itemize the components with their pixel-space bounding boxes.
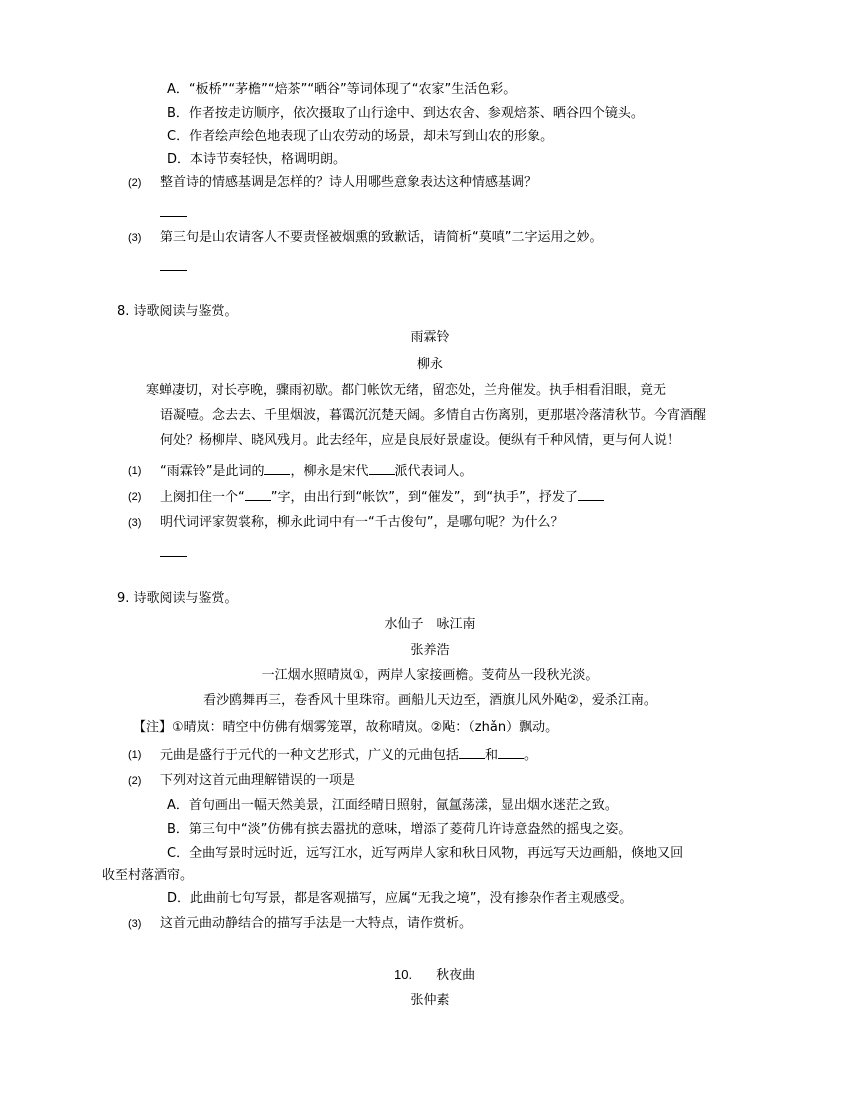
option-text: 本诗节奏轻快，格调明朗。 <box>190 152 347 167</box>
option-letter: C． <box>167 129 190 144</box>
q8-sub2 <box>160 488 604 507</box>
q10-heading <box>394 966 475 985</box>
option-text: “板桥”“茅檐”“焙茶”“晒谷”等词体现了“农家”生活色彩。 <box>188 82 517 97</box>
q9-option-b <box>167 821 631 839</box>
q8-sub3-number: (3) <box>128 517 142 529</box>
q7-sub2-text: 整首诗的情感基调是怎样的？诗人用哪些意象表达这种情感基调？ <box>160 175 538 190</box>
q8-poem-author: 柳永 <box>416 357 443 372</box>
q9-heading: 9. 诗歌阅读与鉴赏。 <box>117 591 238 606</box>
poem-title: 秋夜曲 <box>436 968 476 983</box>
q8-body-line-2: 语凝噎。念去去、千里烟波，暮霭沉沉楚天阔。多情自古伤离别，更那堪冷落清秋节。今宵酒醒 <box>160 408 707 423</box>
option-text: 作者按走访顺序，依次摄取了山行途中、到达农舍、参观焙茶、晒谷四个镜头。 <box>188 106 644 121</box>
question-text: 元曲是盛行于元代的一种文艺形式，广义的元曲包括 <box>160 748 460 763</box>
option-letter: A． <box>167 82 189 97</box>
answer-blank[interactable] <box>578 488 604 501</box>
option-text: 此曲前七句写景，都是客观描写，应属“无我之境”，没有掺杂作者主观感受。 <box>190 891 633 906</box>
question-text: 上阕扣住一个“ <box>160 490 245 505</box>
option-text: 作者绘声绘色地表现了山农劳动的场景，却未写到山农的形象。 <box>189 129 554 144</box>
q8-body-line-1: 寒蝉凄切，对长亭晚，骤雨初歇。都门帐饮无绪，留恋处，兰舟催发。执手相看泪眼，竟无 <box>146 383 667 398</box>
answer-blank[interactable] <box>160 216 187 217</box>
option-text: 首句画出一幅天然美景，江面经晴日照射，氤氲荡漾，显出烟水迷茫之致。 <box>188 798 618 813</box>
q9-poem-title: 水仙子 咏江南 <box>384 617 476 632</box>
q8-sub1 <box>160 462 473 481</box>
option-letter: B． <box>167 106 189 121</box>
q7-option-a <box>167 81 516 99</box>
q7-option-b <box>167 105 644 123</box>
q9-poem-line-2: 看沙鸥舞再三，卷香风十里珠帘。画船儿天边至，酒旗儿风外飐②，爱杀江南。 <box>203 693 657 708</box>
q9-option-d <box>167 890 633 908</box>
q7-option-d <box>167 151 346 169</box>
question-text: ，柳永是宋代 <box>290 464 369 479</box>
answer-blank[interactable] <box>459 746 485 759</box>
q7-sub2-number: (2) <box>128 177 142 189</box>
answer-blank[interactable] <box>264 462 290 475</box>
option-letter: C． <box>167 846 190 861</box>
question-text: ”字，由出行到“帐饮”，到“催发”，到“执手”，抒发了 <box>270 490 578 505</box>
q8-heading: 8. 诗歌阅读与鉴赏。 <box>117 304 238 319</box>
question-text: 派代表词人。 <box>394 464 473 479</box>
q9-poem-author: 张养浩 <box>410 643 450 658</box>
q10-poem-author: 张仲素 <box>410 993 450 1008</box>
q7-option-c <box>167 128 553 146</box>
q9-option-a <box>167 797 618 815</box>
option-letter: D． <box>167 152 191 167</box>
q9-sub3-text: 这首元曲动静结合的描写手法是一大特点，请作赏析。 <box>160 916 473 931</box>
q8-body-line-3: 何处？杨柳岸、晓风残月。此去经年，应是良辰好景虚设。便纵有千种风情，更与何人说！ <box>160 433 681 448</box>
option-letter: D． <box>167 891 191 906</box>
q9-sub2-text: 下列对这首元曲理解错误的一项是 <box>160 773 356 788</box>
q9-sub2-number: (2) <box>128 775 142 787</box>
option-letter: B． <box>167 822 189 837</box>
q9-sub3-number: (3) <box>128 918 142 930</box>
q7-sub3-number: (3) <box>128 232 142 244</box>
option-text: 第三句中“淡”仿佛有摈去嚣扰的意味，增添了菱荷几许诗意盎然的摇曳之姿。 <box>188 822 632 837</box>
answer-blank[interactable] <box>498 746 524 759</box>
q9-option-c-continued: 收至村落酒帘。 <box>102 868 194 883</box>
option-letter: A． <box>167 798 189 813</box>
answer-blank[interactable] <box>160 556 187 557</box>
q9-note: 【注】①晴岚：晴空中仿佛有烟雾笼罩，故称晴岚。②飐：（zhǎn）飘动。 <box>133 720 559 735</box>
q8-sub1-number: (1) <box>128 465 142 477</box>
question-text: 和 <box>485 748 499 763</box>
question-text: 。 <box>524 748 538 763</box>
q9-poem-line-1: 一江烟水照晴岚①，两岸人家接画檐。芰荷丛一段秋光淡。 <box>261 668 599 683</box>
q9-option-c <box>167 845 683 863</box>
q8-sub2-number: (2) <box>128 491 142 503</box>
answer-blank[interactable] <box>369 462 395 475</box>
q7-sub3-text: 第三句是山农请客人不要责怪被烟熏的致歉话，请简析“莫嗔”二字运用之妙。 <box>160 230 603 245</box>
q8-sub3-text: 明代词评家贺裳称，柳永此词中有一“千古俊句”，是哪句呢？为什么？ <box>160 515 564 530</box>
q9-sub1 <box>160 746 537 765</box>
question-text: “雨霖铃”是此词的 <box>160 464 265 479</box>
option-text: 全曲写景时远时近，远写江水，近写两岸人家和秋日风物，再远写天边画船，倏地又回 <box>189 846 684 861</box>
q9-sub1-number: (1) <box>128 749 142 761</box>
answer-blank[interactable] <box>160 270 187 271</box>
answer-blank[interactable] <box>245 488 271 501</box>
question-number: 10. <box>394 967 413 982</box>
q8-poem-title: 雨霖铃 <box>410 330 450 345</box>
